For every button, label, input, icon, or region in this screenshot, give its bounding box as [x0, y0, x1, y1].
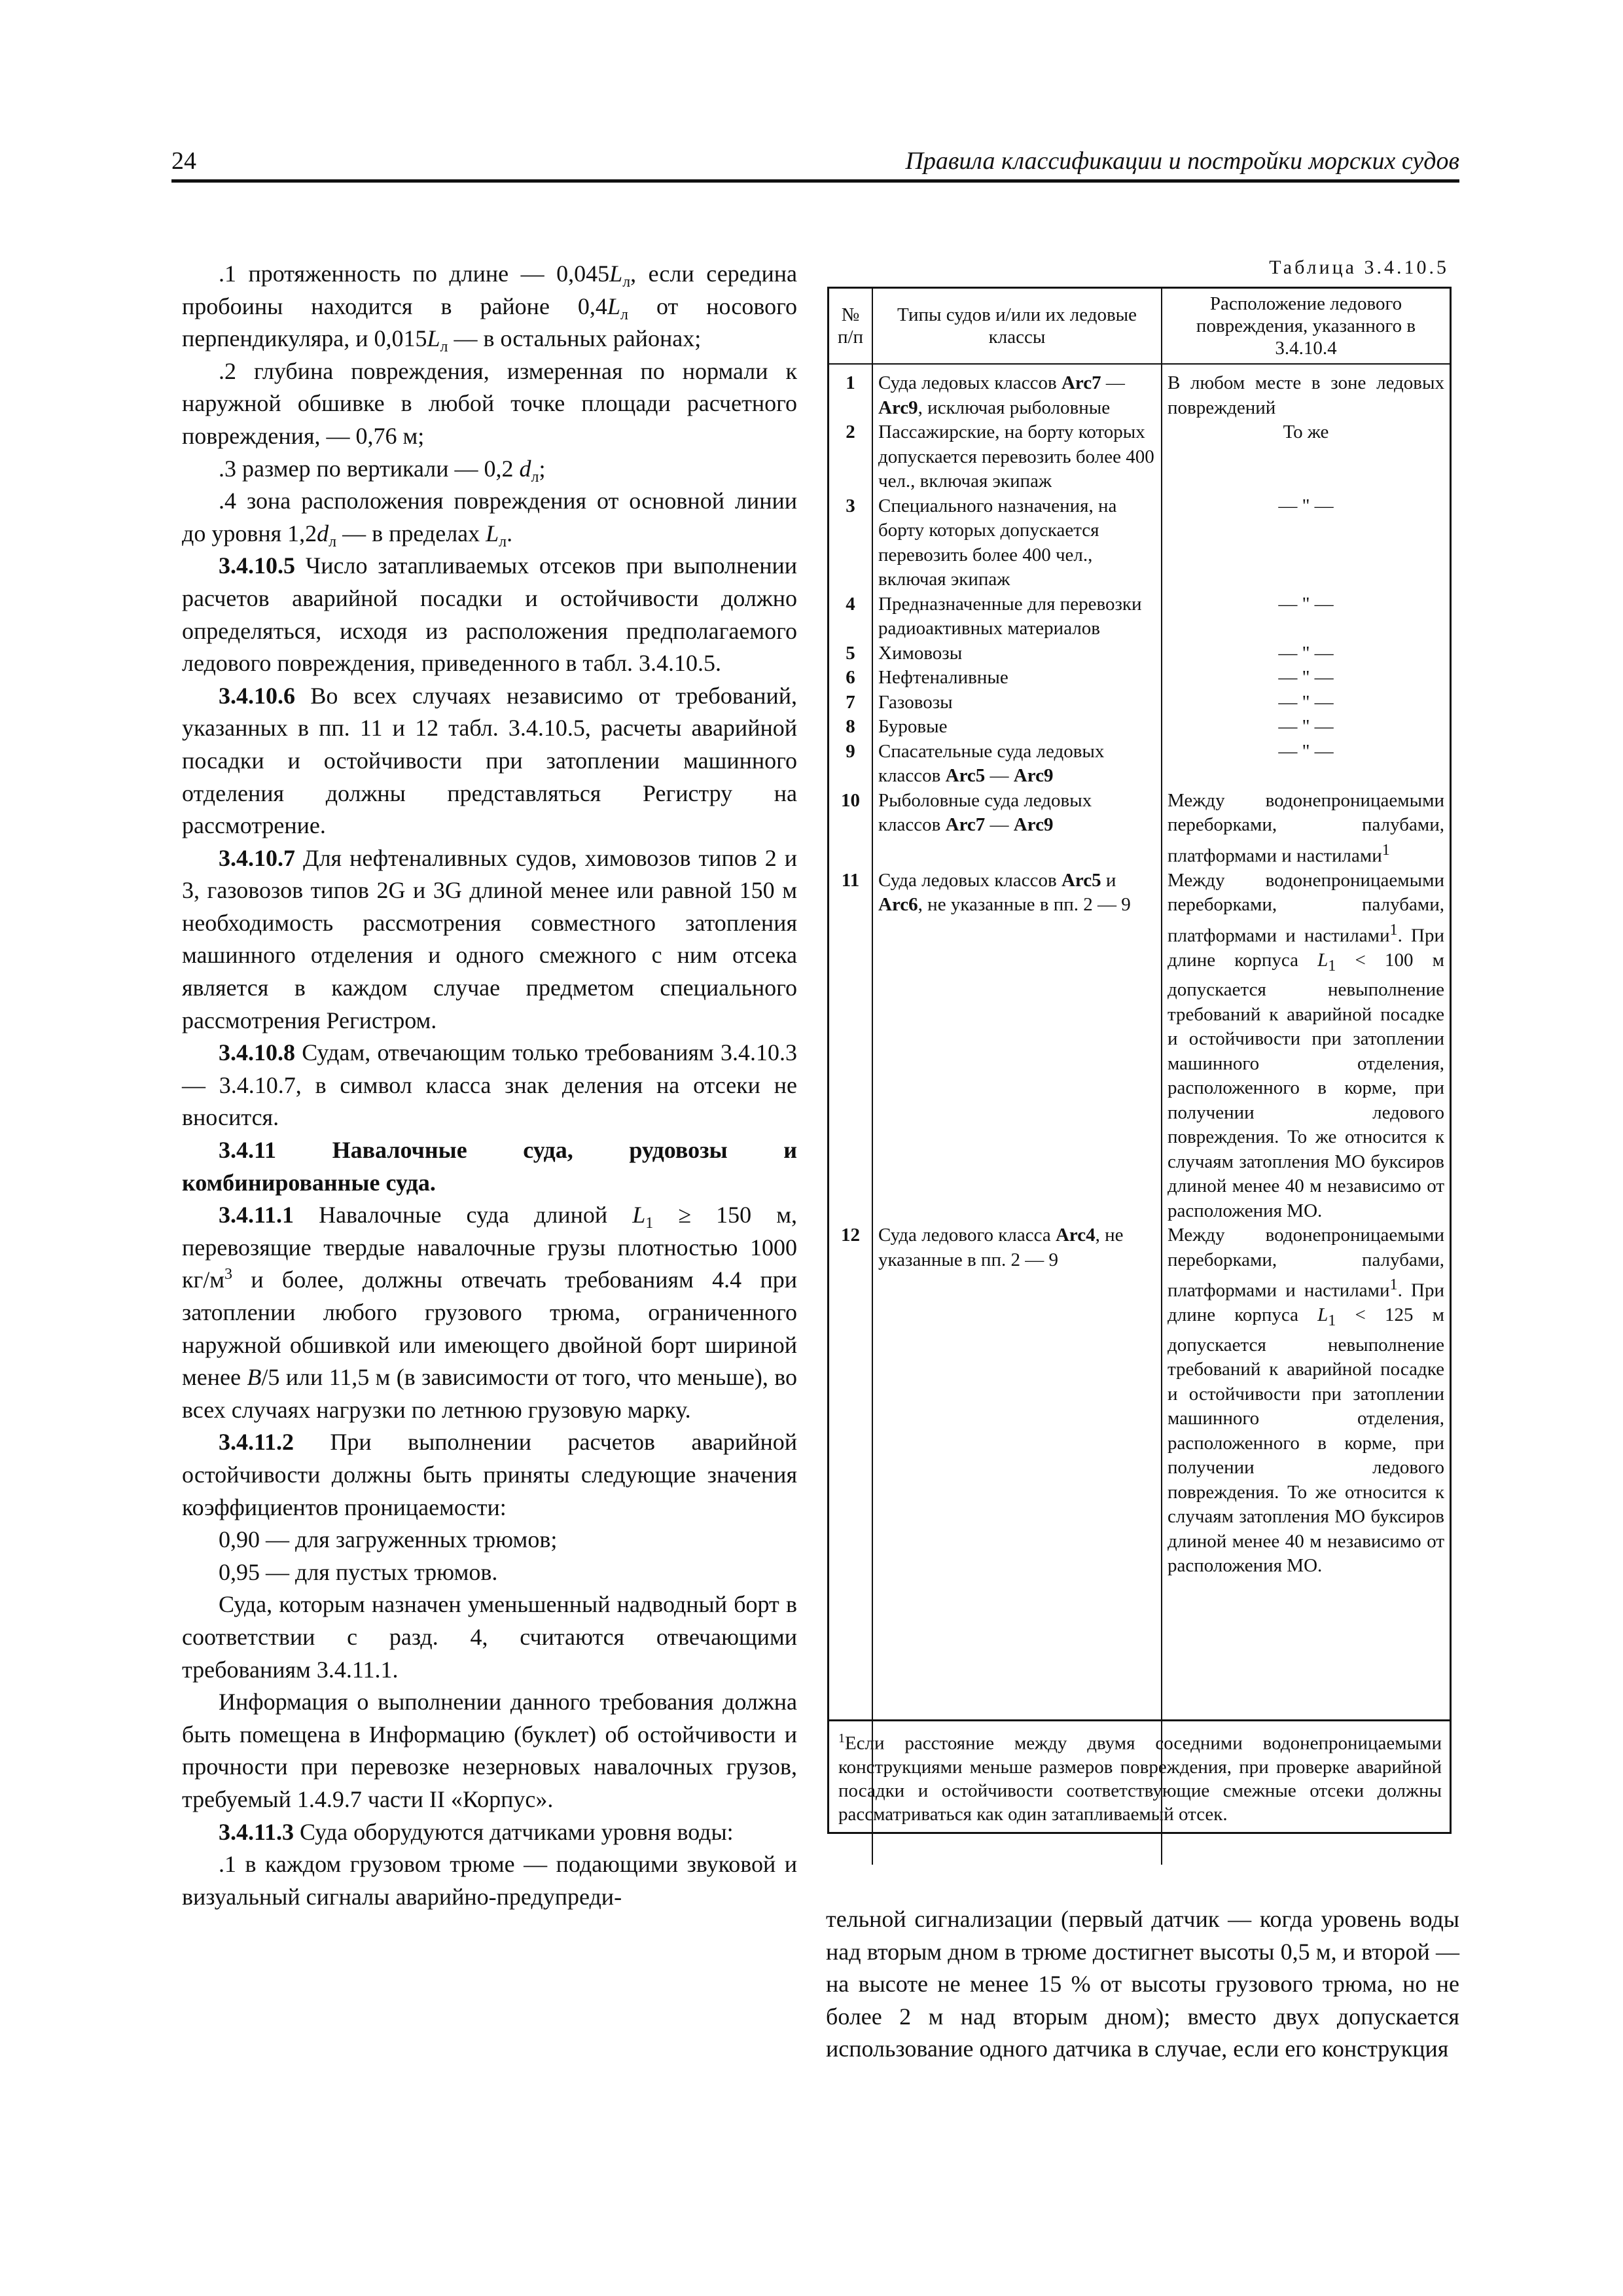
- left-column: [182, 258, 797, 1913]
- table-row: 7 Газовозы — " —: [829, 691, 1450, 715]
- paragraph-item-cargo-hold: .1 в каждом грузовом трюме — подающими звуковой и визуальный сигналы аварийно-предупреди-: [182, 1851, 797, 1910]
- ice-damage-grid: [829, 289, 1450, 1865]
- paragraph-empty-holds: 0,95 — для пустых трюмов.: [219, 1558, 498, 1585]
- table-row: 4 Предназначенные для перевозки радиоактивных материалов — " —: [829, 592, 1450, 641]
- right-column: [826, 1903, 1459, 2066]
- table-row: 5 Химовозы — " —: [829, 641, 1450, 666]
- paragraph-item-4: .4 зона расположения повреждения от основной линии до уровня $1,2d_л$ — в пределах $L_л$.: [182, 488, 797, 550]
- page-number: 24: [171, 147, 196, 175]
- table-row: 1 Суда ледовых классов Arc7 — Arc9, исключая рыболовные В любом месте в зоне ледовых повреждений: [829, 364, 1450, 420]
- table-row: 9 Спасательные суда ледовых классов Arc5 — Arc9 — " —: [829, 740, 1450, 789]
- paragraph-item-1: .1 протяженность по длине — $0,045L_л$, если середина пробоины находится в районе $0,4L_л$ от носового перпендикуляра, и $0,015L_л$ — в остальных районах;: [182, 260, 798, 356]
- section-heading-3-4-11: 3.4.11 Навалочные суда, рудовозы и комбинированные суда.: [182, 1137, 797, 1196]
- table-row: 6 Нефтеналивные — " —: [829, 666, 1450, 691]
- page-header: [171, 145, 1459, 183]
- table-row: 2 Пассажирские, на борту которых допускается перевозить более 400 чел., включая экипаж То же: [829, 420, 1450, 494]
- paragraph-3-4-11-1: 3.4.11.1 Навалочные суда длиной $L_1 \ge 150$ м, перевозящие твердые навалочные грузы плотностью 1000 $кг/м^3$ и более, должны отвечать требованиям 4.4 при затоплении любого грузового трюма, ограниченного наружной обшивкой или имеющего двойной борт шириной менее B/5 или 11,5 м (в зависимости от того, что меньше), во всех случаях нагрузки по летнюю грузовую марку.: [182, 1202, 798, 1423]
- running-title: Правила классификации и постройки морских судов: [905, 147, 1459, 175]
- paragraph-3-4-11-3: 3.4.11.3 Суда оборудуются датчиками уровня воды:: [219, 1818, 734, 1845]
- header-ship-types: Типы судов и/или их ледовые классы: [872, 289, 1162, 364]
- paragraph-3-4-10-6: 3.4.10.6 Во всех случаях независимо от требований, указанных в пп. 11 и 12 табл. 3.4.10.5, расчеты аварийной посадки и остойчивости при затоплении машинного отделения должны представляться Регистру на рассмотрение.: [182, 682, 797, 839]
- paragraph-alarm-continuation: тельной сигнализации (первый датчик — когда уровень воды над вторым дном в трюме достигнет высоты 0,5 м, и второй — на высоте не менее 15 % от высоты грузового трюма, но не более 2 м над вторым дном); вместо двух допускается использование одного датчика в случае, если его конструкция: [826, 1906, 1459, 2062]
- paragraph-3-4-11-2: 3.4.11.2 При выполнении расчетов аварийной остойчивости должны быть приняты следующие значения коэффициентов проницаемости:: [182, 1429, 797, 1520]
- table-row: 12 Суда ледового класса Arc4, не указанные в пп. 2 — 9 Между водонепроницаемыми переборками, палубами, платформами и настилами$^1$. При длине корпуса $L_1 < 125$ м допускается невыполнение требований к аварийной посадке и остойчивости при затоплении машинного отделения, расположенного в корме, при получении ледового повреждения. То же относится к случаям затопления МО буксиров длиной менее 40 м независимо от расположения МО.: [829, 1223, 1450, 1865]
- header-damage-location: Расположение ледового повреждения, указанного в 3.4.10.4: [1162, 289, 1450, 364]
- paragraph-information-booklet: Информация о выполнении данного требования должна быть помещена в Информацию (буклет) об остойчивости и прочности при перевозке незерновых навалочных грузов, требуемый 1.4.9.7 части II «Корпус».: [182, 1689, 797, 1812]
- table-caption: Таблица 3.4.10.5: [1269, 257, 1449, 278]
- paragraph-3-4-10-7: 3.4.10.7 Для нефтеналивных судов, химовозов типов 2 и 3, газовозов типов 2G и 3G длиной менее или равной 150 м необходимость рассмотрения совместного затопления машинного отделения и одного смежного с ним отсека является в каждом случае предметом специального рассмотрения Регистром.: [182, 844, 797, 1033]
- table-row: 8 Буровые — " —: [829, 715, 1450, 740]
- header-number: № п/п: [829, 289, 872, 364]
- table-footnote: $^1$Если расстояние между двумя соседними водонепроницаемыми конструкциями меньше размеров повреждения, при проверке аварийной посадки и остойчивости соответствующие смежные отсеки должны рассматриваться как один затапливаемый отсек.: [829, 1719, 1450, 1826]
- paragraph-3-4-10-8: 3.4.10.8 Судам, отвечающим только требованиям 3.4.10.3 — 3.4.10.7, в символ класса знак деления на отсеки не вносится.: [182, 1039, 797, 1131]
- paragraph-3-4-10-5: 3.4.10.5 Число затапливаемых отсеков при выполнении расчетов аварийной посадки и остойчивости должно определяться, исходя из расположения предполагаемого ледового повреждения, приведенного в табл. 3.4.10.5.: [182, 552, 797, 677]
- paragraph-loaded-holds: 0,90 — для загруженных трюмов;: [219, 1526, 558, 1553]
- paragraph-reduced-freeboard: Суда, которым назначен уменьшенный надводный борт в соответствии с разд. 4, считаются отвечающими требованиям 3.4.11.1.: [182, 1591, 797, 1683]
- table-row: 11 Суда ледовых классов Arc5 и Arc6, не указанные в пп. 2 — 9 Между водонепроницаемыми переборками, палубами, платформами и настилами$^1$. При длине корпуса $L_1 < 100$ м допускается невыполнение требований к аварийной посадке и остойчивости при затоплении машинного отделения, расположенного в корме, при получении ледового повреждения. То же относится к случаям затопления МО буксиров длиной менее 40 м независимо от расположения МО.: [829, 869, 1450, 1223]
- ice-damage-table: [827, 287, 1452, 1834]
- table-header-row: [829, 289, 1450, 364]
- table-row: 10 Рыболовные суда ледовых классов Arc7 — Arc9 Между водонепроницаемыми переборками, палубами, платформами и настилами$^1$: [829, 789, 1450, 869]
- paragraph-item-2: .2 глубина повреждения, измеренная по нормали к наружной обшивке в любой точке площади расчетного повреждения, — 0,76 м;: [182, 357, 797, 449]
- table-row: 3 Специального назначения, на борту которых допускается перевозить более 400 чел., включая экипаж — " —: [829, 494, 1450, 592]
- paragraph-item-3: .3 размер по вертикали — 0,2 $d_л$;: [219, 455, 546, 486]
